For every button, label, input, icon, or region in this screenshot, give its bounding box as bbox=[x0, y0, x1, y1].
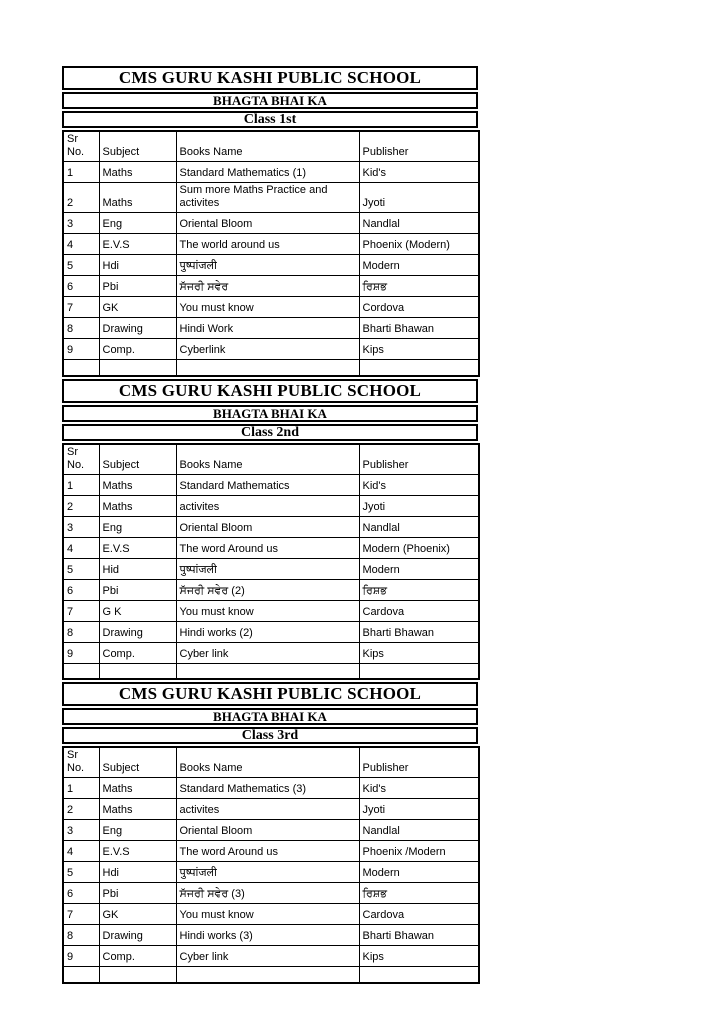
cell-sr-no: 9 bbox=[63, 946, 99, 967]
books-table bbox=[62, 746, 480, 984]
cell-subject: Maths bbox=[99, 799, 176, 820]
cell-publisher bbox=[359, 663, 479, 679]
cell-publisher: Modern bbox=[359, 558, 479, 579]
class-label: Class 2nd bbox=[62, 424, 478, 441]
cell-publisher: Jyoti bbox=[359, 799, 479, 820]
table-row bbox=[63, 339, 479, 360]
column-header: Books Name bbox=[176, 131, 359, 162]
table-row bbox=[63, 820, 479, 841]
table-row bbox=[63, 778, 479, 799]
cell-subject: Eng bbox=[99, 213, 176, 234]
cell-publisher: Kid's bbox=[359, 474, 479, 495]
table-row bbox=[63, 474, 479, 495]
school-subtitle: BHAGTA BHAI KA bbox=[62, 405, 478, 422]
class-table-block bbox=[62, 66, 478, 377]
class-table-block bbox=[62, 379, 478, 681]
cell-subject: GK bbox=[99, 297, 176, 318]
books-table bbox=[62, 443, 480, 681]
cell-subject: Drawing bbox=[99, 621, 176, 642]
cell-sr-no: 9 bbox=[63, 642, 99, 663]
cell-subject bbox=[99, 360, 176, 376]
cell-publisher: ਰਿਸ਼ਭ bbox=[359, 883, 479, 904]
cell-subject: Eng bbox=[99, 820, 176, 841]
table-row bbox=[63, 862, 479, 883]
books-table bbox=[62, 130, 480, 377]
table-header-row bbox=[63, 747, 479, 778]
table-row bbox=[63, 558, 479, 579]
table-row bbox=[63, 883, 479, 904]
table-row bbox=[63, 495, 479, 516]
table-row bbox=[63, 162, 479, 183]
cell-sr-no: 5 bbox=[63, 558, 99, 579]
column-header: Books Name bbox=[176, 747, 359, 778]
cell-book-name: Standard Mathematics bbox=[176, 474, 359, 495]
cell-publisher: Jyoti bbox=[359, 183, 479, 213]
column-header: Sr No. bbox=[63, 444, 99, 475]
cell-book-name: Hindi Work bbox=[176, 318, 359, 339]
cell-subject: E.V.S bbox=[99, 841, 176, 862]
cell-publisher: ਰਿਸ਼ਭ bbox=[359, 579, 479, 600]
cell-publisher: Bharti Bhawan bbox=[359, 925, 479, 946]
cell-sr-no: 3 bbox=[63, 516, 99, 537]
cell-subject: Comp. bbox=[99, 339, 176, 360]
cell-book-name: पुष्पांजली bbox=[176, 862, 359, 883]
class-label: Class 3rd bbox=[62, 727, 478, 744]
class-table-block bbox=[62, 682, 478, 984]
cell-subject: Comp. bbox=[99, 946, 176, 967]
cell-sr-no: 2 bbox=[63, 799, 99, 820]
table-row bbox=[63, 600, 479, 621]
table-row bbox=[63, 255, 479, 276]
table-row bbox=[63, 318, 479, 339]
cell-sr-no: 8 bbox=[63, 621, 99, 642]
cell-sr-no: 4 bbox=[63, 234, 99, 255]
cell-publisher: Nandlal bbox=[359, 820, 479, 841]
cell-subject bbox=[99, 967, 176, 983]
cell-publisher: Phoenix (Modern) bbox=[359, 234, 479, 255]
cell-book-name: पुष्पांजली bbox=[176, 558, 359, 579]
cell-sr-no: 3 bbox=[63, 820, 99, 841]
cell-subject: Comp. bbox=[99, 642, 176, 663]
cell-book-name: Standard Mathematics (1) bbox=[176, 162, 359, 183]
cell-publisher: Jyoti bbox=[359, 495, 479, 516]
cell-sr-no: 5 bbox=[63, 255, 99, 276]
cell-sr-no: 7 bbox=[63, 904, 99, 925]
column-header: Sr No. bbox=[63, 747, 99, 778]
cell-publisher: ਰਿਸ਼ਭ bbox=[359, 276, 479, 297]
column-header: Subject bbox=[99, 747, 176, 778]
school-subtitle: BHAGTA BHAI KA bbox=[62, 708, 478, 725]
cell-publisher: Kid's bbox=[359, 162, 479, 183]
cell-subject: Maths bbox=[99, 778, 176, 799]
table-header-row bbox=[63, 131, 479, 162]
cell-sr-no bbox=[63, 967, 99, 983]
cell-book-name: activites bbox=[176, 495, 359, 516]
cell-subject: Drawing bbox=[99, 318, 176, 339]
cell-book-name: Hindi works (2) bbox=[176, 621, 359, 642]
cell-subject: Maths bbox=[99, 474, 176, 495]
cell-publisher: Modern bbox=[359, 862, 479, 883]
cell-book-name: You must know bbox=[176, 600, 359, 621]
cell-book-name: The word Around us bbox=[176, 841, 359, 862]
table-row bbox=[63, 841, 479, 862]
cell-publisher: Phoenix /Modern bbox=[359, 841, 479, 862]
cell-publisher bbox=[359, 967, 479, 983]
table-row bbox=[63, 234, 479, 255]
cell-subject: E.V.S bbox=[99, 537, 176, 558]
cell-subject: Hdi bbox=[99, 255, 176, 276]
cell-book-name bbox=[176, 663, 359, 679]
school-title: CMS GURU KASHI PUBLIC SCHOOL bbox=[62, 379, 478, 403]
cell-subject: Pbi bbox=[99, 883, 176, 904]
cell-publisher: Cardova bbox=[359, 904, 479, 925]
cell-subject: G K bbox=[99, 600, 176, 621]
school-title: CMS GURU KASHI PUBLIC SCHOOL bbox=[62, 66, 478, 90]
school-subtitle: BHAGTA BHAI KA bbox=[62, 92, 478, 109]
column-header: Publisher bbox=[359, 444, 479, 475]
cell-publisher: Cordova bbox=[359, 297, 479, 318]
cell-book-name: The word Around us bbox=[176, 537, 359, 558]
empty-row bbox=[63, 967, 479, 983]
table-row bbox=[63, 297, 479, 318]
table-header-row bbox=[63, 444, 479, 475]
cell-sr-no: 6 bbox=[63, 276, 99, 297]
cell-subject bbox=[99, 663, 176, 679]
table-row bbox=[63, 579, 479, 600]
cell-book-name: ਸੱਜਰੀ ਸਵੇਰ (2) bbox=[176, 579, 359, 600]
cell-sr-no: 5 bbox=[63, 862, 99, 883]
column-header: Publisher bbox=[359, 131, 479, 162]
cell-sr-no: 4 bbox=[63, 841, 99, 862]
cell-book-name: ਸੱਜਰੀ ਸਵੇਰ (3) bbox=[176, 883, 359, 904]
table-row bbox=[63, 183, 479, 213]
cell-subject: Hid bbox=[99, 558, 176, 579]
cell-sr-no bbox=[63, 663, 99, 679]
table-row bbox=[63, 213, 479, 234]
class-label: Class 1st bbox=[62, 111, 478, 128]
cell-publisher: Modern (Phoenix) bbox=[359, 537, 479, 558]
cell-book-name: You must know bbox=[176, 904, 359, 925]
cell-book-name: Oriental Bloom bbox=[176, 213, 359, 234]
cell-book-name: Oriental Bloom bbox=[176, 820, 359, 841]
cell-sr-no: 9 bbox=[63, 339, 99, 360]
cell-book-name: You must know bbox=[176, 297, 359, 318]
table-row bbox=[63, 516, 479, 537]
cell-sr-no: 8 bbox=[63, 925, 99, 946]
table-row bbox=[63, 537, 479, 558]
cell-book-name: पुष्पांजली bbox=[176, 255, 359, 276]
cell-sr-no: 4 bbox=[63, 537, 99, 558]
cell-book-name: The world around us bbox=[176, 234, 359, 255]
cell-publisher: Kid's bbox=[359, 778, 479, 799]
cell-sr-no: 1 bbox=[63, 778, 99, 799]
cell-subject: Maths bbox=[99, 162, 176, 183]
school-title: CMS GURU KASHI PUBLIC SCHOOL bbox=[62, 682, 478, 706]
table-row bbox=[63, 621, 479, 642]
table-row bbox=[63, 642, 479, 663]
cell-sr-no bbox=[63, 360, 99, 376]
cell-sr-no: 1 bbox=[63, 162, 99, 183]
column-header: Subject bbox=[99, 131, 176, 162]
cell-book-name: Cyber link bbox=[176, 642, 359, 663]
table-row bbox=[63, 946, 479, 967]
cell-book-name bbox=[176, 360, 359, 376]
cell-book-name: activites bbox=[176, 799, 359, 820]
cell-publisher: Modern bbox=[359, 255, 479, 276]
cell-subject: Maths bbox=[99, 495, 176, 516]
cell-publisher: Bharti Bhawan bbox=[359, 318, 479, 339]
cell-subject: Maths bbox=[99, 183, 176, 213]
cell-publisher: Nandlal bbox=[359, 213, 479, 234]
cell-sr-no: 8 bbox=[63, 318, 99, 339]
cell-book-name: ਸੱਜਰੀ ਸਵੇਰ bbox=[176, 276, 359, 297]
cell-publisher bbox=[359, 360, 479, 376]
cell-subject: Pbi bbox=[99, 579, 176, 600]
cell-book-name: Standard Mathematics (3) bbox=[176, 778, 359, 799]
cell-sr-no: 3 bbox=[63, 213, 99, 234]
cell-publisher: Cardova bbox=[359, 600, 479, 621]
cell-subject: Drawing bbox=[99, 925, 176, 946]
cell-book-name bbox=[176, 967, 359, 983]
cell-sr-no: 2 bbox=[63, 183, 99, 213]
cell-sr-no: 7 bbox=[63, 297, 99, 318]
empty-row bbox=[63, 360, 479, 376]
cell-book-name: Sum more Maths Practice and activites bbox=[176, 183, 359, 213]
cell-subject: Pbi bbox=[99, 276, 176, 297]
cell-book-name: Cyberlink bbox=[176, 339, 359, 360]
cell-sr-no: 1 bbox=[63, 474, 99, 495]
column-header: Publisher bbox=[359, 747, 479, 778]
column-header: Sr No. bbox=[63, 131, 99, 162]
column-header: Books Name bbox=[176, 444, 359, 475]
cell-publisher: Kips bbox=[359, 946, 479, 967]
cell-sr-no: 6 bbox=[63, 579, 99, 600]
cell-publisher: Bharti Bhawan bbox=[359, 621, 479, 642]
cell-sr-no: 6 bbox=[63, 883, 99, 904]
table-row bbox=[63, 925, 479, 946]
cell-publisher: Kips bbox=[359, 339, 479, 360]
column-header: Subject bbox=[99, 444, 176, 475]
cell-subject: Hdi bbox=[99, 862, 176, 883]
book-list-sheet bbox=[62, 66, 478, 984]
cell-book-name: Oriental Bloom bbox=[176, 516, 359, 537]
cell-book-name: Hindi works (3) bbox=[176, 925, 359, 946]
cell-publisher: Nandlal bbox=[359, 516, 479, 537]
table-row bbox=[63, 799, 479, 820]
cell-sr-no: 7 bbox=[63, 600, 99, 621]
cell-publisher: Kips bbox=[359, 642, 479, 663]
cell-book-name: Cyber link bbox=[176, 946, 359, 967]
cell-subject: E.V.S bbox=[99, 234, 176, 255]
cell-subject: Eng bbox=[99, 516, 176, 537]
empty-row bbox=[63, 663, 479, 679]
table-row bbox=[63, 904, 479, 925]
cell-subject: GK bbox=[99, 904, 176, 925]
table-row bbox=[63, 276, 479, 297]
cell-sr-no: 2 bbox=[63, 495, 99, 516]
